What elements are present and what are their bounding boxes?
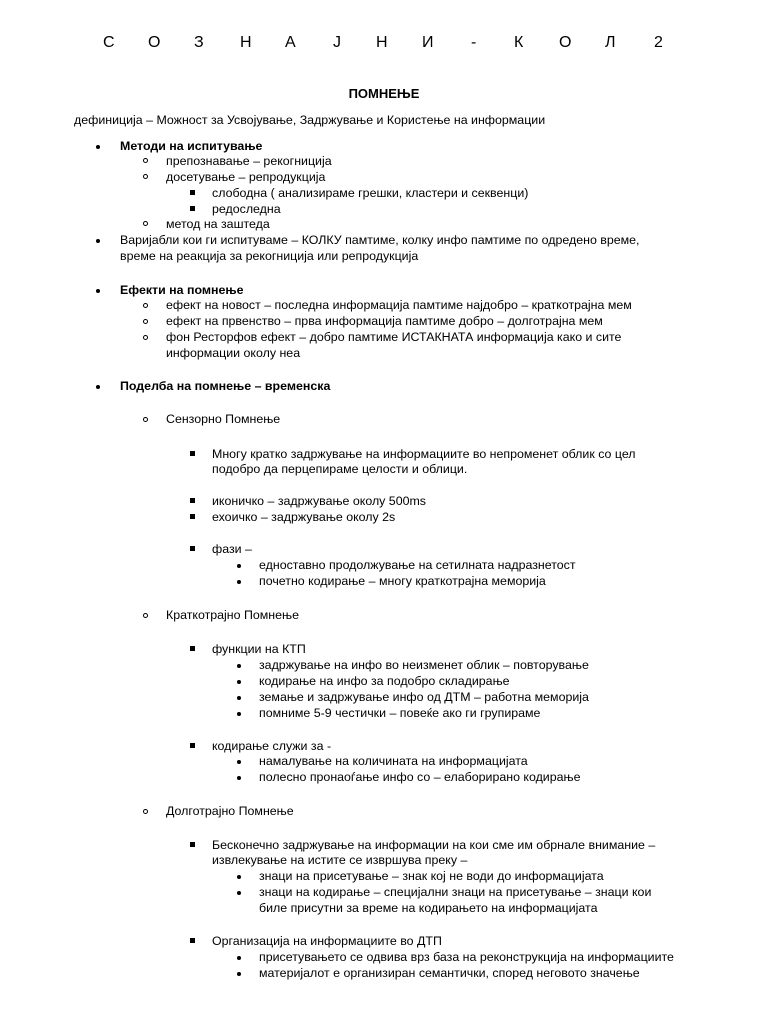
bullet-circle [143,613,148,618]
methods-subitem: слободна ( анализираме грешки, кластери и секвенци) [212,186,529,200]
methods-item: препознавање – рекогниција [166,154,332,168]
header-letter: А [285,34,296,51]
effects-item: ефект на првенство – прва информација памтиме добро – долготрајна мем [166,314,603,328]
function-item: кодирање на инфо за подобро складирање [259,674,510,688]
header-letter: С [103,34,115,51]
header-letter: 2 [654,34,663,51]
phase-item: почетно кодирање – многу краткотрајна меморија [259,574,546,588]
header-letter: - [471,34,477,51]
ltm-desc: извлекување на истите се извршува преку – [212,853,468,867]
header-letter: О [148,34,161,51]
bullet-dot [237,760,241,764]
function-item: помниме 5-9 честички – повеќе ако ги групираме [259,706,541,720]
stm-coding: кодирање служи за - [212,739,332,753]
org-item: присетувањето се одвива врз база на реконструкција на информациите [259,950,674,964]
sensory-desc: подобро да перцепираме целости и облици. [212,462,468,476]
bullet-dot [96,239,100,243]
coding-item: полесно пронаоѓање инфо со – елаборирано кодирање [259,770,581,784]
bullet-circle [143,335,148,340]
effects-item: ефект на новост – последна информација памтиме најдобро – краткотрајна мем [166,298,632,312]
bullet-circle [143,303,148,308]
ltm-organization: Организација на информациите во ДТП [212,934,442,948]
phase-item: едноставно продолжување на сетилната надразнетост [259,558,576,572]
bullet-dot [237,664,241,668]
bullet-circle [143,174,148,179]
methods-item: метод на заштеда [166,217,270,231]
sensory-desc: Многу кратко задржување на информациите во непроменет облик со цел [212,447,636,461]
cue-item: биле присутни за време на кодирањето на информацијата [259,901,598,915]
header-letter: Н [376,34,388,51]
bullet-square [190,546,195,551]
bullet-square [190,206,195,211]
methods-item: досетување – репродукција [166,170,326,184]
division-heading: Поделба на помнење – временска [120,379,331,393]
effects-item: информации околу неа [166,346,301,360]
bullet-dot [237,564,241,568]
methods-heading: Методи на испитување [120,139,263,153]
bullet-dot [237,680,241,684]
bullet-square [190,451,195,456]
header-letter: Ј [333,34,341,51]
bullet-dot [237,712,241,716]
variables-line: време на реакција за рекогниција или репродукција [120,249,419,263]
bullet-square [190,842,195,847]
bullet-dot [237,776,241,780]
bullet-square [190,743,195,748]
bullet-circle [143,158,148,163]
org-item: материјалот е организиран семантички, според неговото значење [259,966,640,980]
function-item: задржување на инфо во неизменет облик – повторување [259,658,589,672]
sensory-iconic: иконичко – задржување околу 500ms [212,494,426,508]
bullet-dot [237,696,241,700]
bullet-circle [143,221,148,226]
page-title: ПОМНЕЊЕ [348,86,420,101]
short-term-title: Краткотрајно Помнење [166,608,299,622]
stm-functions: функции на КТП [212,642,306,656]
effects-heading: Ефекти на помнење [120,283,244,297]
bullet-dot [96,289,100,293]
effects-item: фон Ресторфов ефект – добро памтиме ИСТАКНАТА информација како и сите [166,330,622,344]
bullet-dot [237,580,241,584]
variables-line: Варијабли кои ги испитуваме – КОЛКУ памтиме, колку инфо памтиме по одредено време, [120,233,640,247]
cue-item: знаци на присетување – знак кој не води до информацијата [259,869,604,883]
bullet-circle [143,417,148,422]
bullet-dot [237,875,241,879]
bullet-circle [143,809,148,814]
header-letter: К [514,34,524,51]
header-letter: Л [605,34,616,51]
methods-subitem: редоследна [212,202,281,216]
sensory-title: Сензорно Помнење [166,412,281,426]
header-letter: З [194,34,204,51]
bullet-dot [96,385,100,389]
bullet-dot [237,972,241,976]
bullet-circle [143,319,148,324]
sensory-phases: фази – [212,542,252,556]
bullet-square [190,498,195,503]
bullet-dot [237,891,241,895]
bullet-square [190,190,195,195]
bullet-dot [96,145,100,149]
header-letter: О [559,34,572,51]
long-term-title: Долготрајно Помнење [166,804,294,818]
sensory-echoic: ехоичко – задржување околу 2s [212,510,396,524]
bullet-square [190,646,195,651]
coding-item: намалување на количината на информацијата [259,754,528,768]
bullet-dot [237,956,241,960]
bullet-square [190,938,195,943]
cue-item: знаци на кодирање – специјални знаци на присетување – знаци кои [259,885,652,899]
definition-line: дефиниција – Можност за Усвојување, Задржување и Користење на информации [74,113,546,127]
function-item: земање и задржување инфо од ДТМ – работна меморија [259,690,589,704]
header-letter: Н [240,34,252,51]
header-letter: И [422,34,434,51]
bullet-square [190,514,195,519]
ltm-desc: Бесконечно задржување на информации на кои сме им обрнале внимание – [212,838,656,852]
